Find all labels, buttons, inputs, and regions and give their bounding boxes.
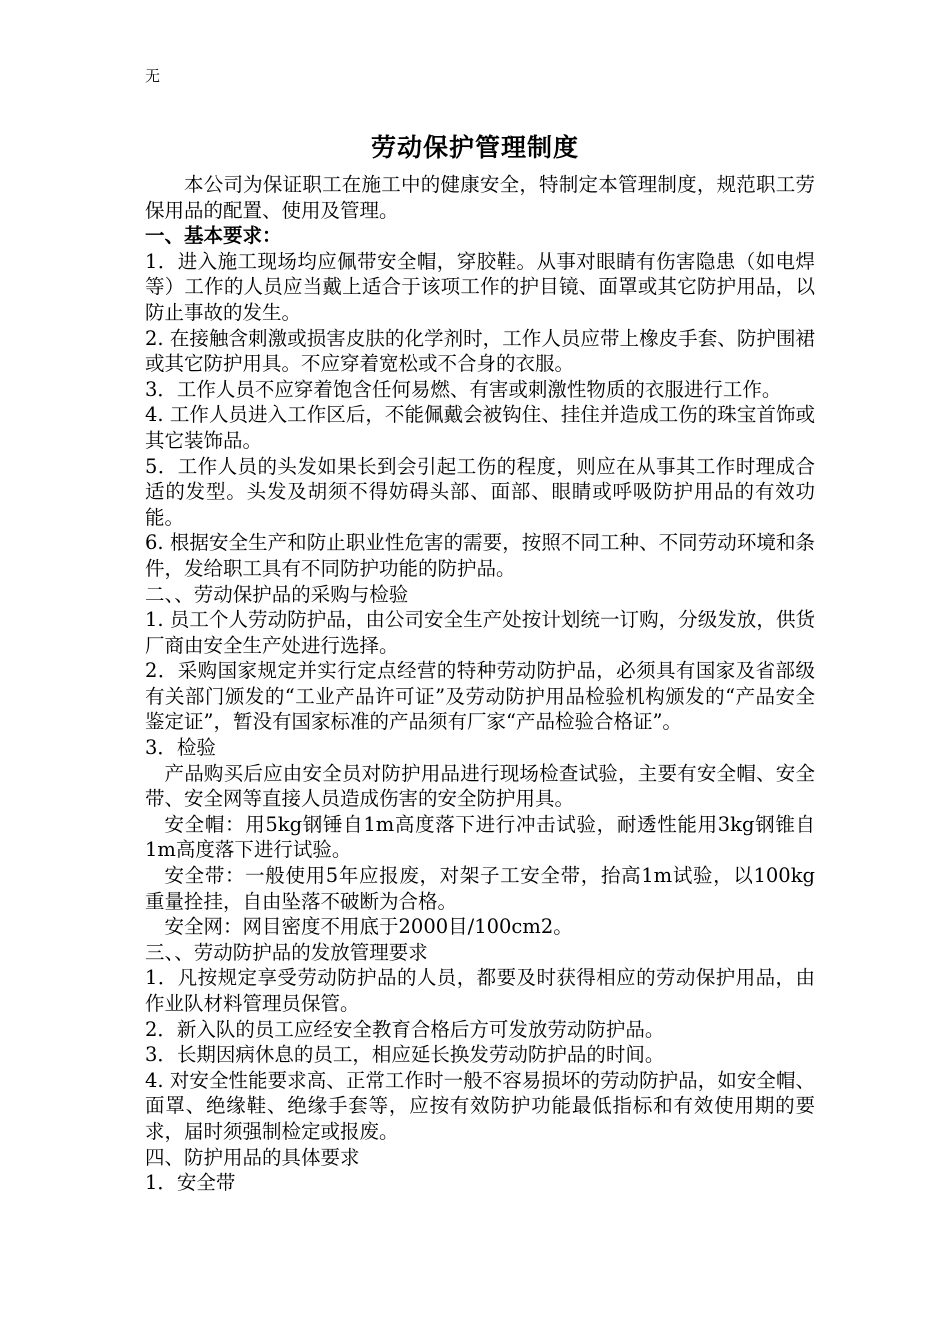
section-heading-basic-requirements: 一、基本要求： [145,224,282,248]
list-item: 6. 根据安全生产和防止职业性危害的需要，按照不同工种、不同劳动环境和条件，发给职工具有不同防护功能的防护品。 [145,531,815,580]
inspection-helmet: 安全帽：用5kg钢锤自1m高度落下进行冲击试验，耐透性能用3kg钢锥自1m高度落下进行试验。 [145,812,815,862]
list-item: 2．采购国家规定并实行定点经营的特种劳动防护品，必须具有国家及省部级有关部门颁发的“工业产品许可证”及劳动防护用品检验机构颁发的“产品安全鉴定证”，暂没有国家标准的产品须有厂家“产品检验合格证”。 [145,659,815,734]
header-note: 无 [145,67,161,85]
intro-paragraph: 本公司为保证职工在施工中的健康安全，特制定本管理制度，规范职工劳保用品的配置、使用及管理。 [145,173,815,222]
section-heading-specific-requirements: 四、防护用品的具体要求 [145,1145,360,1169]
document-body [145,172,815,1196]
list-item: 3．长期因病休息的员工，相应延长换发劳动防护品的时间。 [145,1043,665,1067]
list-item: 1．凡按规定享受劳动防护品的人员，都要及时获得相应的劳动保护用品，由作业队材料管理员保管。 [145,966,815,1015]
list-item: 3．工作人员不应穿着饱含任何易燃、有害或刺激性物质的衣服进行工作。 [145,377,782,401]
list-item: 1. 员工个人劳动防护品，由公司安全生产处按计划统一订购，分级发放，供货厂商由安全生产处进行选择。 [145,608,815,657]
list-item: 5．工作人员的头发如果长到会引起工伤的程度，则应在从事其工作时理成合适的发型。头发及胡须不得妨碍头部、面部、眼睛或呼吸防护用品的有效功能。 [145,454,815,529]
inspection-belt: 安全带：一般使用5年应报废，对架子工安全带，抬高1m试验，以100kg重量拴挂，自由坠落不破断为合格。 [145,864,815,913]
list-item: 3．检验 [145,736,216,760]
section-heading-procurement: 二、、劳动保护品的采购与检验 [145,582,409,606]
list-item: 2. 在接触含刺激或损害皮肤的化学剂时，工作人员应带上橡皮手套、防护围裙或其它防护用具。不应穿着宽松或不合身的衣服。 [145,326,815,376]
list-item: 4. 工作人员进入工作区后，不能佩戴会被钩住、挂住并造成工伤的珠宝首饰或其它装饰品。 [145,403,815,452]
list-item: 1．进入施工现场均应佩带安全帽，穿胶鞋。从事对眼睛有伤害隐患（如电焊等）工作的人员应当戴上适合于该项工作的护目镜、面罩或其它防护用品，以防止事故的发生。 [145,249,815,324]
inspection-net: 安全网：网目密度不用底于2000目/100cm2。 [164,915,573,939]
section-heading-distribution: 三、、劳动防护品的发放管理要求 [145,940,428,964]
list-item: 1．安全带 [145,1171,236,1195]
list-item: 4. 对安全性能要求高、正常工作时一般不容易损坏的劳动防护品，如安全帽、面罩、绝缘鞋、绝缘手套等，应按有效防护功能最低指标和有效使用期的要求，届时须强制检定或报废。 [145,1068,815,1143]
list-item: 2．新入队的员工应经安全教育合格后方可发放劳动防护品。 [145,1017,665,1041]
document-title: 劳动保护管理制度 [370,133,579,162]
inspection-paragraph: 产品购买后应由安全员对防护用品进行现场检查试验，主要有安全帽、安全带、安全网等直接人员造成伤害的安全防护用具。 [145,761,815,811]
